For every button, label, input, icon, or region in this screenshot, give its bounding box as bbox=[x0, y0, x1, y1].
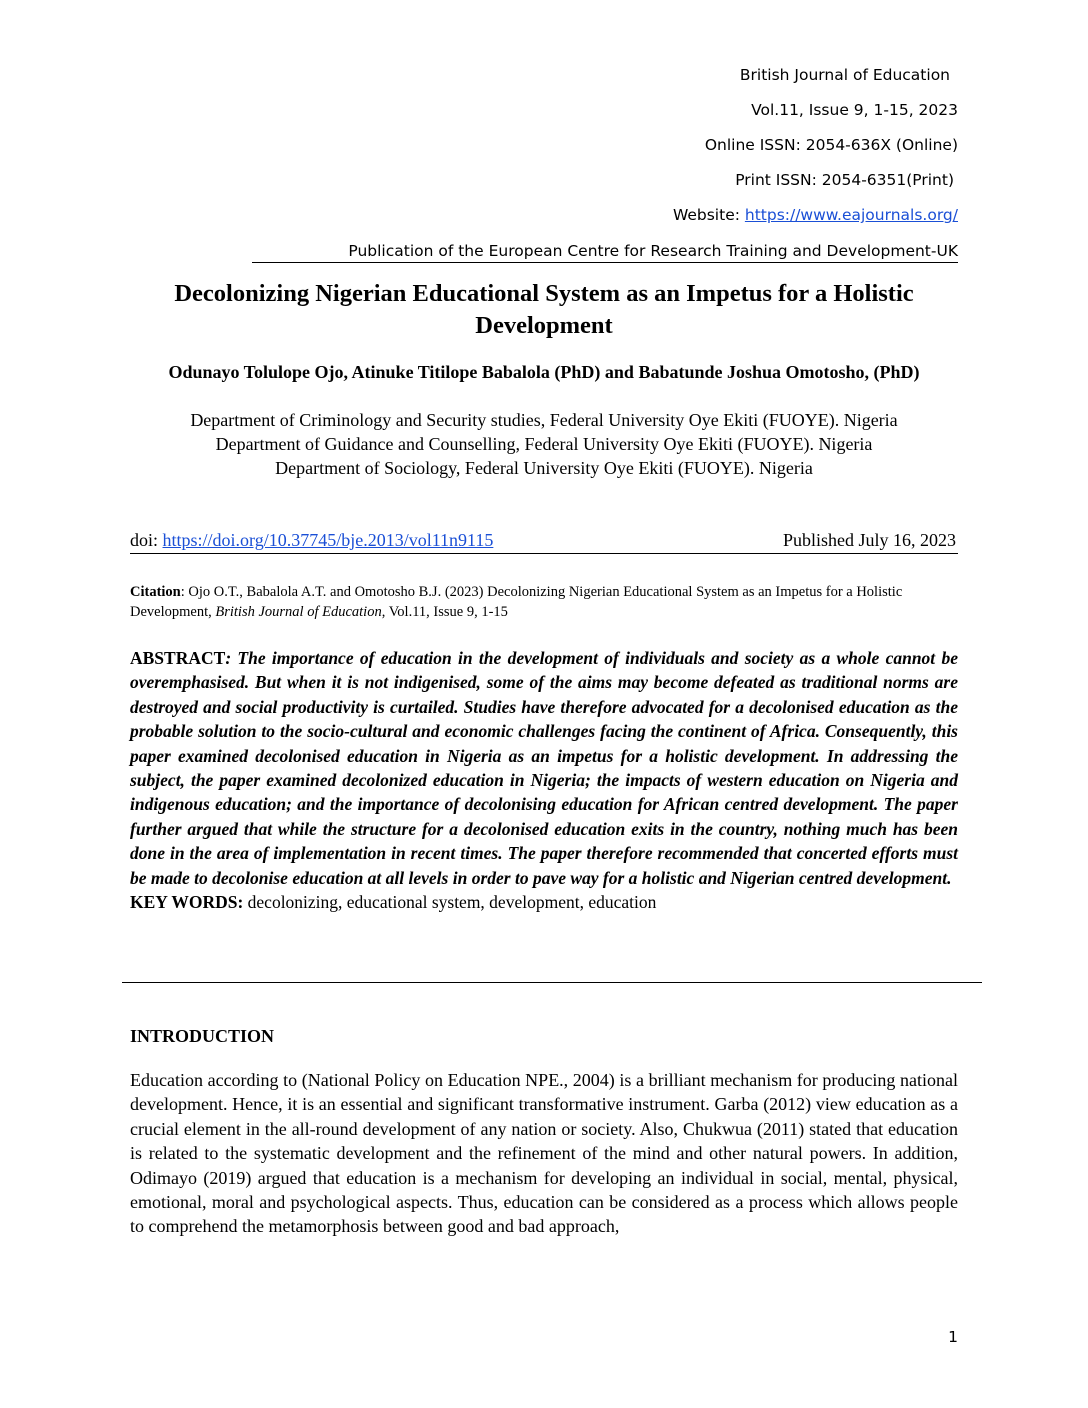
doi-label: doi: bbox=[130, 530, 163, 550]
doi-line bbox=[130, 530, 958, 554]
paper-title: Decolonizing Nigerian Educational System as an Impetus for a Holistic Development bbox=[174, 280, 914, 339]
online-issn: Online ISSN: 2054-636X (Online) bbox=[704, 136, 958, 154]
citation-label: Citation bbox=[130, 584, 181, 600]
affiliation-3: Department of Sociology, Federal University Oye Ekiti (FUOYE). Nigeria bbox=[275, 458, 813, 478]
paper-authors: Odunayo Tolulope Ojo, Atinuke Titilope Babalola (PhD) and Babatunde Joshua Omotosho, (PhD) bbox=[168, 362, 920, 382]
citation bbox=[130, 582, 958, 622]
affiliation-1: Department of Criminology and Security studies, Federal University Oye Ekiti (FUOYE). Nigeria bbox=[190, 410, 898, 430]
abstract-text: : The importance of education in the development of individuals and society as a whole cannot be overemphasised. But when it is not indigenised, some of the aims may become defeated as traditional norms are destroyed and social productivity is curtailed. Studies have therefore advocated for a decolonised education as the probable solution to the socio-cultural and economic challenges facing the continent of Africa. Consequently, this paper examined decolonised education in Nigeria as an impetus for a holistic development. In addressing the subject, the paper examined decolonized education in Nigeria; the impacts of western education on Nigeria and indigenous education; and the importance of decolonising education for African centred development. The paper further argued that while the structure for a decolonised education exits in the country, nothing much has been done in the area of implementation in recent times. The paper therefore recommended that concerted efforts must be made to decolonise education at all levels in order to pave way for a holistic and Nigerian centred development. bbox=[130, 648, 958, 888]
published-date: Published July 16, 2023 bbox=[782, 530, 956, 550]
print-issn: Print ISSN: 2054-6351(Print) bbox=[735, 171, 954, 189]
doi-link[interactable]: https://doi.org/10.37745/bje.2013/vol11n9115 bbox=[162, 530, 494, 550]
journal-volume: Vol.11, Issue 9, 1-15, 2023 bbox=[751, 101, 958, 119]
introduction-heading: INTRODUCTION bbox=[130, 1026, 275, 1046]
page-number: 1 bbox=[948, 1328, 958, 1346]
affiliations bbox=[130, 408, 958, 480]
keywords bbox=[130, 890, 958, 914]
section-divider bbox=[122, 982, 982, 983]
abstract-label: ABSTRACT bbox=[130, 648, 226, 668]
website-label: Website: bbox=[672, 206, 745, 224]
citation-journal: British Journal of Education bbox=[215, 604, 382, 620]
journal-name: British Journal of Education bbox=[739, 66, 950, 84]
journal-header bbox=[673, 62, 958, 237]
affiliation-2: Department of Guidance and Counselling, Federal University Oye Ekiti (FUOYE). Nigeria bbox=[215, 434, 873, 454]
introduction-paragraph: Education according to (National Policy on Education NPE., 2004) is a brilliant mechanism for producing national development. Hence, it is an essential and significant transformative instrument. Garba (2012) view education as a crucial element in the all-round development of any nation or society. Also, Chukwua (2011) stated that education is related to the systematic development and the refinement of the mind and other natural powers. In addition, Odimayo (2019) argued that education is a mechanism for developing an individual in social, mental, physical, emotional, moral and psychological aspects. Thus, education can be considered as a process which allows people to comprehend the metamorphosis between good and bad approach, bbox=[130, 1070, 958, 1237]
publisher-line: Publication of the European Centre for Research Training and Development-UK bbox=[252, 242, 958, 263]
website-line bbox=[673, 202, 958, 237]
abstract bbox=[130, 646, 958, 914]
website-link[interactable]: https://www.eajournals.org/ bbox=[744, 206, 958, 224]
citation-text-end: , Vol.11, Issue 9, 1-15 bbox=[381, 604, 508, 620]
keywords-text: decolonizing, educational system, development, education bbox=[243, 892, 657, 913]
citation-text: : Ojo O.T., Babalola A.T. and Omotosho B.J. (2023) Decolonizing Nigerian Educational System as an Impetus for a Holistic Development, bbox=[130, 584, 903, 620]
keywords-label: KEY WORDS: bbox=[130, 892, 244, 913]
